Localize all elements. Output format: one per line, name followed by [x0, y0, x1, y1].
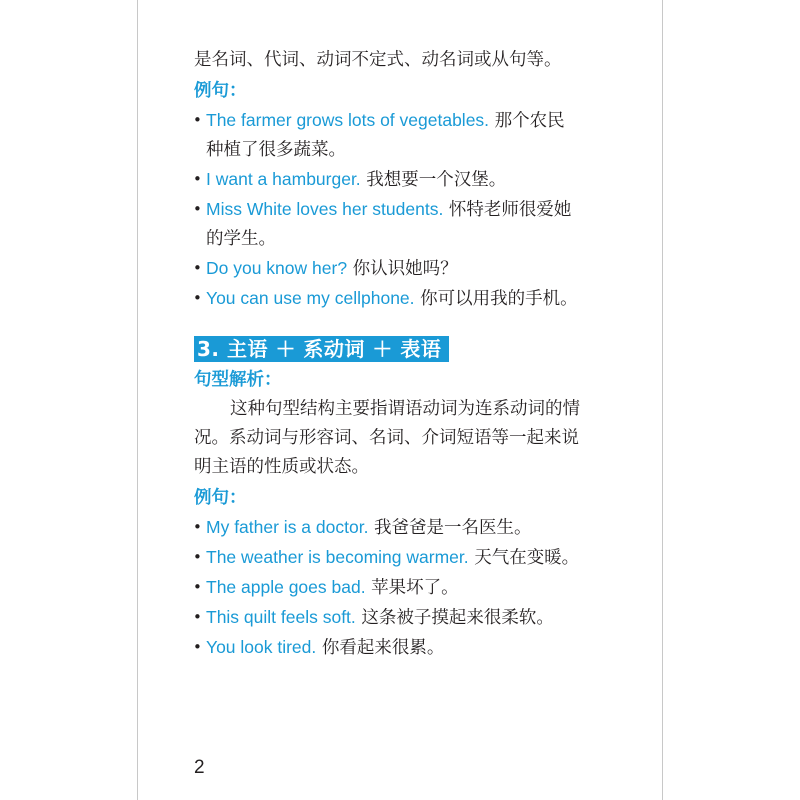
book-page [137, 0, 663, 800]
example-chinese: 那个农民 [489, 111, 565, 131]
example-chinese: 你可以用我的手机。 [414, 289, 578, 309]
example-chinese: 你看起来很累。 [316, 638, 445, 658]
example-english: This quilt feels soft. [206, 607, 356, 627]
example-chinese: 天气在变暖。 [468, 548, 580, 568]
example-chinese: 我爸爸是一名医生。 [368, 518, 532, 538]
example-item [194, 195, 614, 225]
example-item [194, 284, 614, 314]
example-item [194, 254, 614, 284]
example-english: Do you know her? [206, 258, 348, 278]
analysis-label: 句型解析： [194, 370, 282, 390]
example-chinese: 我想要一个汉堡。 [360, 170, 507, 190]
analysis-paragraph [194, 395, 614, 482]
page-content [194, 46, 614, 663]
intro-line: 是名词、代词、动词不定式、动名词或从句等。 [194, 50, 562, 70]
analysis-line: 况。系动词与形容词、名词、介词短语等一起来说 [194, 428, 579, 448]
section-title: 3. 主语 ＋ 系动词 ＋ 表语 [194, 336, 449, 362]
example-chinese: 怀特老师很爱她 [443, 200, 572, 220]
example-english: The farmer grows lots of vegetables. [206, 110, 490, 130]
example-item [194, 165, 614, 195]
examples-label: 例句： [194, 81, 247, 101]
example-list-1 [194, 106, 614, 314]
example-item [194, 513, 614, 543]
example-english: I want a hamburger. [206, 169, 361, 189]
analysis-line: 这种句型结构主要指谓语动词为连系动词的情 [230, 399, 580, 419]
example-english: You can use my cellphone. [206, 288, 415, 308]
example-chinese: 这条被子摸起来很柔软。 [355, 608, 554, 628]
analysis-line: 明主语的性质或状态。 [194, 457, 369, 477]
example-item [194, 603, 614, 633]
example-chinese: 你认识她吗？ [347, 259, 458, 279]
example-english: Miss White loves her students. [206, 199, 444, 219]
example-chinese: 苹果坏了。 [365, 578, 459, 598]
example-item [194, 543, 614, 573]
example-continuation: 种植了很多蔬菜。 [206, 140, 346, 160]
example-item [194, 633, 614, 663]
example-item [194, 573, 614, 603]
example-english: You look tired. [206, 637, 317, 657]
example-list-2 [194, 513, 614, 663]
example-english: The weather is becoming warmer. [206, 547, 469, 567]
page-number: 2 [194, 757, 205, 778]
example-english: My father is a doctor. [206, 517, 369, 537]
example-item [194, 106, 614, 136]
examples-label: 例句： [194, 488, 247, 508]
example-continuation: 的学生。 [206, 229, 276, 249]
example-english: The apple goes bad. [206, 577, 366, 597]
